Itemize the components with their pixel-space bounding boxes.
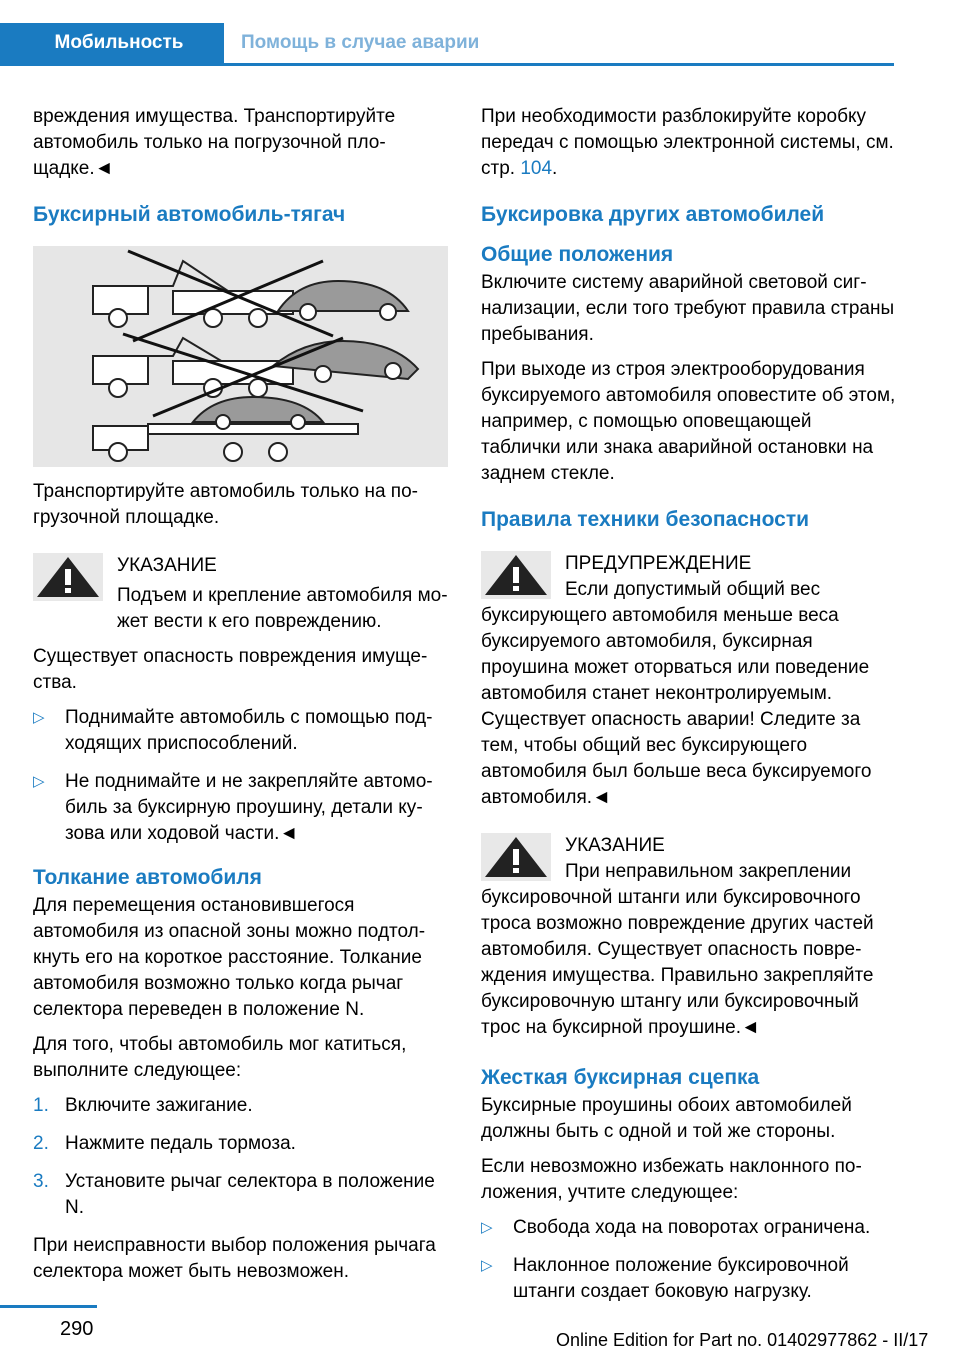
triangle-bullet-icon: ▷: [33, 709, 45, 726]
list-item: ▷ Поднимайте автомобиль с помощью подходящих приспособлений.: [33, 707, 433, 754]
edition-text: Online Edition for Part no. 01402977862 - II/17: [556, 1330, 929, 1350]
heading-safety: Правила техники безопасности: [481, 508, 810, 531]
bullet-list: [33, 705, 448, 847]
list-item: 3. Установите рычаг селектора в положение N.: [33, 1171, 435, 1218]
bullet-list: [481, 1215, 896, 1305]
footer-rule: [0, 1305, 97, 1308]
tow-trucks-drawing: [33, 246, 448, 467]
heading-pushing: Толкание автомобиля: [33, 866, 262, 889]
steps-list: [33, 1093, 448, 1221]
paragraph: вреждения имущества. Транспортируйте автомобиль только на погрузочной площадке.◄: [33, 106, 396, 179]
warning-triangle-icon: [481, 833, 551, 881]
illustration-caption: Транспортируйте автомобиль только на погрузочной площадке.: [33, 481, 418, 528]
triangle-bullet-icon: ▷: [481, 1219, 493, 1236]
header-tabs: [0, 23, 894, 66]
heading-tow-other: Буксировка других автомобилей: [481, 203, 825, 226]
page-link[interactable]: 104: [520, 158, 553, 179]
warning-triangle-icon: [33, 553, 103, 601]
notice-block: [481, 833, 896, 885]
list-item: ▷ Наклонное положение буксировочной штанги создает боковую нагрузку.: [481, 1255, 849, 1302]
tab-mobility[interactable]: Мобильность: [0, 23, 224, 63]
paragraph: Если невозможно избежать наклонного положения, учтите следующее:: [481, 1156, 862, 1203]
heading-rigid-coupling: Жесткая буксирная сцепка: [481, 1066, 760, 1089]
right-column: [481, 104, 896, 1317]
triangle-bullet-icon: ▷: [33, 773, 45, 790]
notice-block: [33, 553, 448, 635]
notice-label: УКАЗАНИЕ: [565, 835, 665, 856]
paragraph: Для перемещения остановившегося автомобиля из опасной зоны можно подтолкнуть его на короткое расстояние. Толкание автомобиля возможно только когда рычаг селектора переведен в положение N.: [33, 895, 426, 1020]
paragraph: При неисправности выбор положения рычага селектора может быть невозможен.: [33, 1235, 436, 1282]
heading-general: Общие положения: [481, 243, 674, 266]
page-number: 290: [60, 1318, 94, 1340]
notice-text: Подъем и крепление автомобиля может вести к его повреждению.: [117, 585, 448, 632]
paragraph: При выходе из строя электрооборудования буксируемого автомобиля оповестите об этом, например, с помощью оповещающей таблички или знака аварийной остановки на заднем стекле.: [481, 359, 896, 484]
notice-risk: Существует опасность повреждения имущества.: [33, 646, 428, 693]
paragraph: Включите систему аварийной световой сигнализации, если того требуют правила страны пребывания.: [481, 272, 895, 345]
left-column: [33, 104, 448, 1294]
paragraph: При необходимости разблокируйте коробку передач с помощью электронной системы, см. стр. 104.: [481, 106, 894, 179]
warning-text: Если допустимый общий вес буксирующего автомобиля меньше веса буксируемого автомобиля, буксирная проушина может оторваться или поведение автомобиля станет неконтролируемым. Существует опасность аварии! Следите за тем, чтобы общий вес буксирующего автомобиля был больше веса буксируемого автомобиля.◄: [481, 579, 872, 808]
list-item: ▷ Не поднимайте и не закрепляйте автомобиль за буксирную проушину, детали кузова или ходовой части.◄: [33, 771, 433, 844]
heading-tow-truck: Буксирный автомобиль-тягач: [33, 203, 346, 226]
list-item: ▷ Свобода хода на поворотах ограничена.: [481, 1215, 896, 1241]
paragraph: Буксирные проушины обоих автомобилей должны быть с одной и той же стороны.: [481, 1095, 852, 1142]
notice-text: При неправильном закреплении буксировочной штанги или буксировочного троса возможно повреждение других частей автомобиля. Существует опасность повреждения имущества. Правильно закрепляйте буксировочную штангу или буксировочный трос на буксирной проушине.◄: [481, 861, 874, 1038]
tab-emergency-help[interactable]: Помощь в случае аварии: [241, 32, 480, 53]
paragraph: Для того, чтобы автомобиль мог катиться, выполните следующее:: [33, 1034, 407, 1081]
notice-label: УКАЗАНИЕ: [117, 555, 217, 576]
list-item: 1. Включите зажигание.: [33, 1095, 253, 1116]
list-item: 2. Нажмите педаль тормоза.: [33, 1133, 296, 1154]
towing-illustration: [33, 246, 448, 467]
warning-label: ПРЕДУПРЕЖДЕНИЕ: [565, 553, 752, 574]
warning-triangle-icon: [481, 551, 551, 599]
warning-block: [481, 551, 896, 603]
triangle-bullet-icon: ▷: [481, 1257, 493, 1274]
